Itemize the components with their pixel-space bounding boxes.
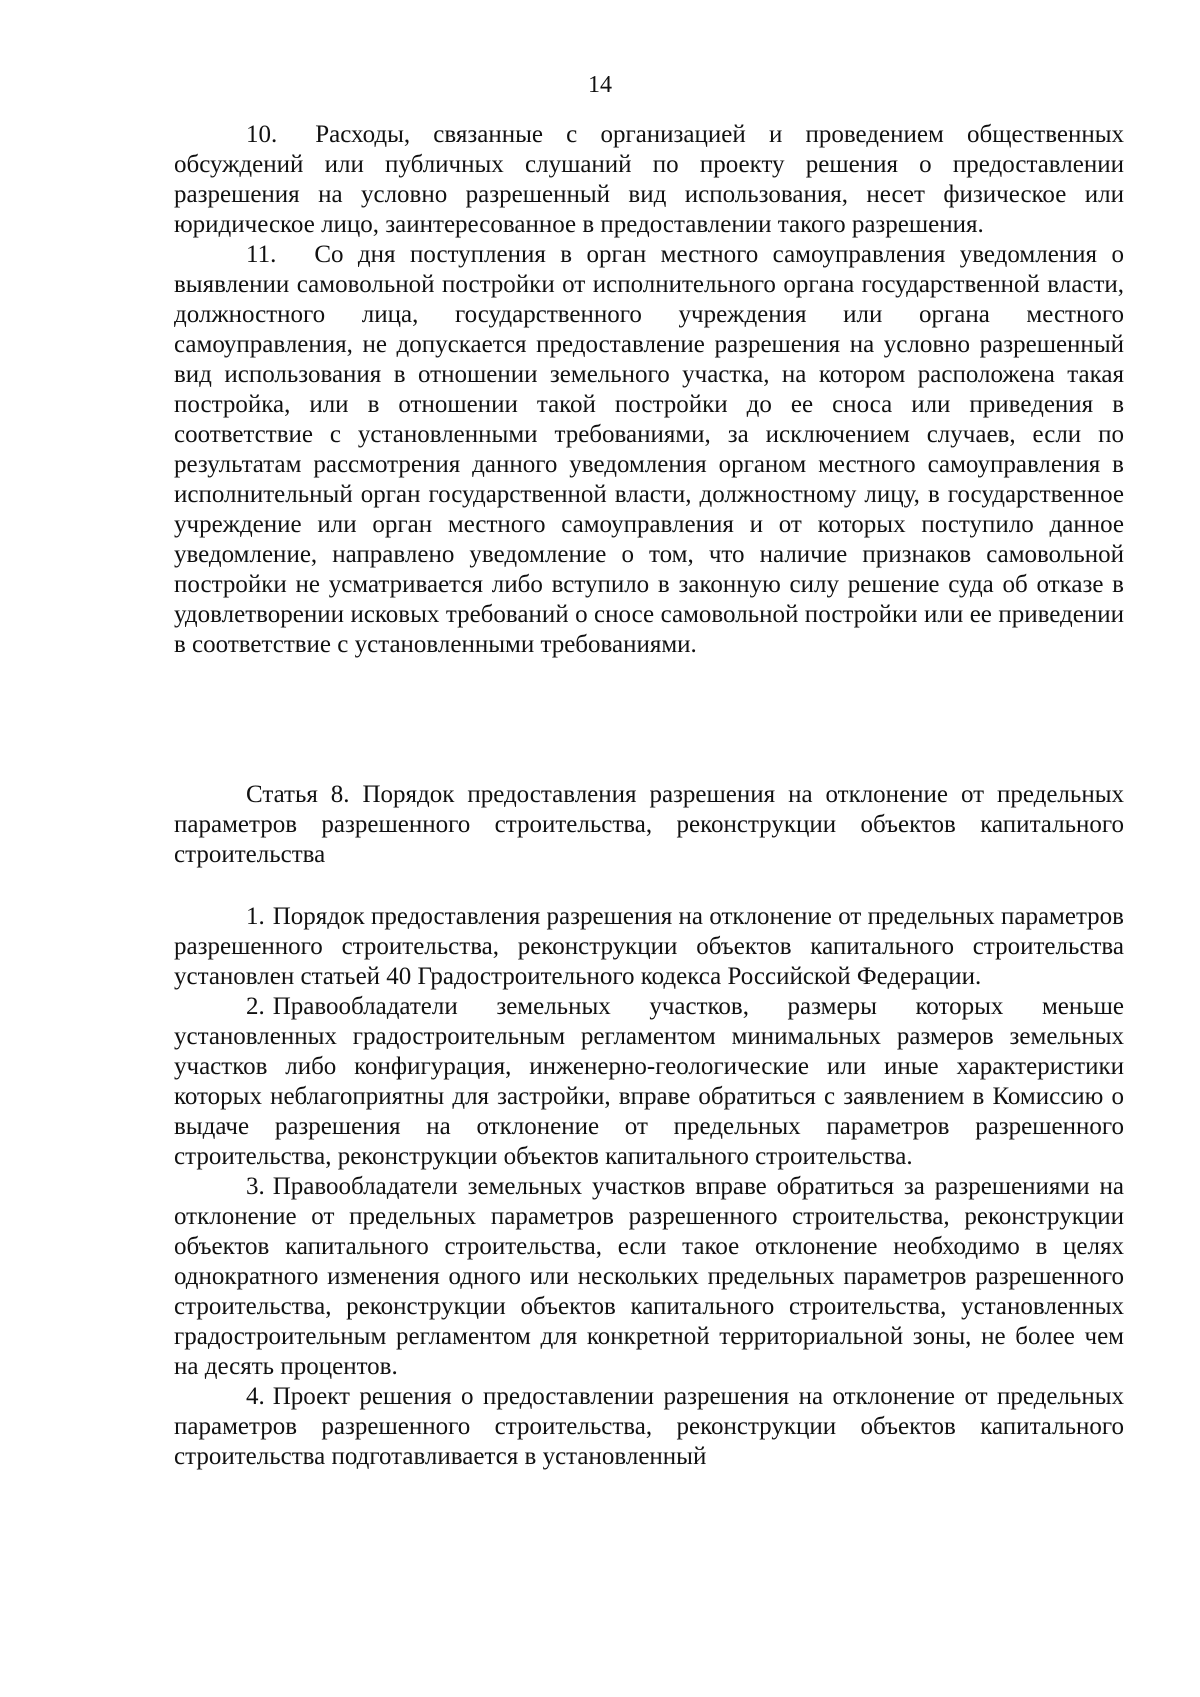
article-heading: Статья 8. Порядок предоставления разрешения на отклонение от предельных параметров разрешенного строительства, реконструкции объектов капитального строительства [174,781,1124,868]
article-8-heading-block [174,780,1124,870]
paragraph-number: 1. [246,903,265,930]
paragraph-text: Проект решения о предоставлении разрешения на отклонение от предельных параметров разрешенного строительства, реконструкции объектов капитального строительства подготавливается в установленный [174,1383,1124,1470]
article-paragraph-1 [174,902,1124,992]
paragraph-number: 2. [246,993,265,1020]
paragraph-text: Со дня поступления в орган местного самоуправления уведомления о выявлении самовольной постройки от исполнительного органа государственной власти, должностного лица, государственного учреждения или органа местного самоуправления, не допускается предоставление разрешения на условно разрешенный вид использования в отношении земельного участка, на котором расположена такая постройка, или в отношении такой постройки до ее сноса или приведения в соответствие с установленными требованиями, за исключением случаев, если по результатам рассмотрения данного уведомления органом местного самоуправления в исполнительный орган государственной власти, должностному лицу, в государственное учреждение или орган местного самоуправления и от которых поступило данное уведомление, направлено уведомление о том, что наличие признаков самовольной постройки не усматривается либо вступило в законную силу решение суда об отказе в удовлетворении исковых требований о сносе самовольной постройки или ее приведении в соответствие с установленными требованиями. [174,241,1124,658]
article-8-section [174,902,1124,1472]
paragraph-number: 3. [246,1173,265,1200]
paragraph-11 [174,240,1124,660]
paragraph-text: Правообладатели земельных участков, размеры которых меньше установленных градостроительным регламентом минимальных размеров земельных участков либо конфигурация, инженерно-геологические или иные характеристики которых неблагоприятны для застройки, вправе обратиться с заявлением в Комиссию о выдаче разрешения на отклонение от предельных параметров разрешенного строительства, реконструкции объектов капитального строительства. [174,993,1124,1170]
paragraph-number: 4. [246,1383,265,1410]
article-paragraph-4 [174,1382,1124,1472]
page-number: 14 [588,72,612,98]
article-paragraph-3 [174,1172,1124,1382]
paragraph-text: Правообладатели земельных участков вправе обратиться за разрешениями на отклонение от предельных параметров разрешенного строительства, реконструкции объектов капитального строительства, если такое отклонение необходимо в целях однократного изменения одного или нескольких предельных параметров разрешенного строительства, реконструкции объектов капитального строительства, установленных градостроительным регламентом для конкретной территориальной зоны, не более чем на десять процентов. [174,1173,1124,1380]
paragraph-text: Порядок предоставления разрешения на отклонение от предельных параметров разрешенного строительства, реконструкции объектов капитального строительства установлен статьей 40 Градостроительного кодекса Российской Федерации. [174,903,1124,990]
paragraph-text: Расходы, связанные с организацией и проведением общественных обсуждений или публичных слушаний по проекту решения о предоставлении разрешения на условно разрешенный вид использования, несет физическое или юридическое лицо, заинтересованное в предоставлении такого разрешения. [174,121,1124,238]
paragraph-10 [174,120,1124,240]
article-paragraph-2 [174,992,1124,1172]
paragraph-number: 10. [246,121,278,148]
paragraph-number: 11. [246,241,277,268]
top-section [174,120,1124,660]
